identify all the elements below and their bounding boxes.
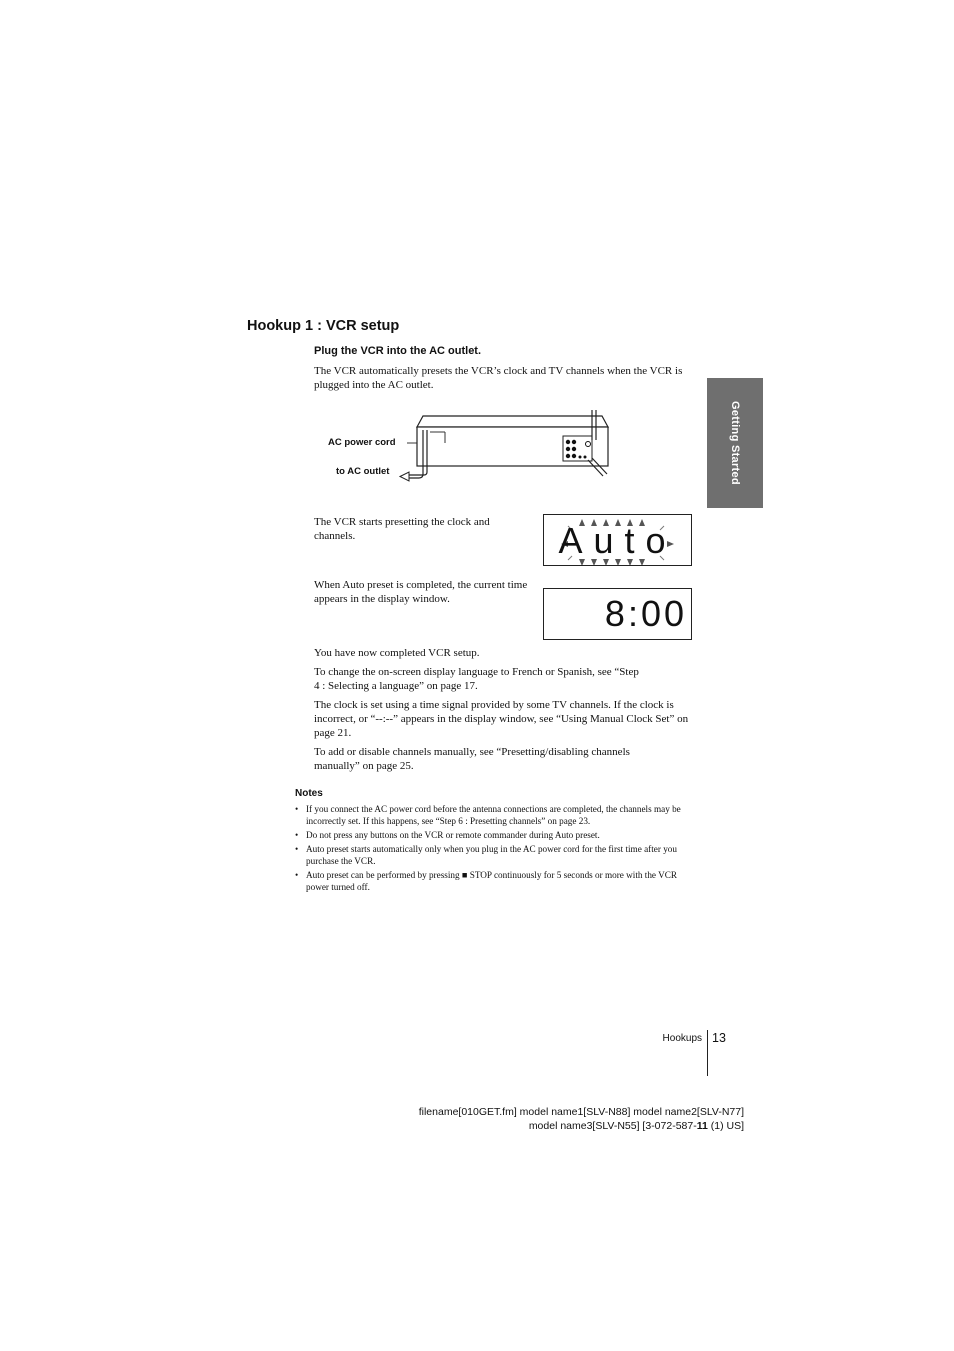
- note-item: • Auto preset can be performed by pressing ■ STOP continuously for 5 seconds or more with the VCR power turned off.: [295, 869, 695, 893]
- auto-caption: The VCR starts presetting the clock and channels.: [314, 516, 490, 542]
- paragraph-clock: The clock is set using a time signal provided by some TV channels. If the clock is incorrect, or “--:--” appears in the display window, see “Using Manual Clock Set” on page 21.: [314, 699, 689, 739]
- file-info-line2: [380, 1119, 744, 1133]
- file-info: [380, 1105, 744, 1133]
- file-info-line1: filename[010GET.fm] model name1[SLV-N88] model name2[SLV-N77]: [418, 1106, 744, 1118]
- label-to-ac-outlet: to AC outlet: [336, 466, 390, 477]
- intro-paragraph: The VCR automatically presets the VCR’s clock and TV channels when the VCR is plugged into the AC outlet.: [314, 365, 683, 391]
- label-ac-power-cord: AC power cord: [328, 437, 396, 448]
- file-info-line2-c: (1) US]: [707, 1120, 744, 1132]
- section-title: Hookup 1 : VCR setup: [247, 318, 400, 334]
- side-tab-label: Getting Started: [729, 401, 741, 485]
- footer-divider: [707, 1030, 708, 1076]
- display-window-time: [543, 588, 692, 640]
- note-item: • If you connect the AC power cord before the antenna connections are completed, the channels may be incorrectly set. If this happens, see “Step 6 : Presetting channels” on page 23.: [295, 803, 695, 827]
- notes-list: [295, 803, 695, 895]
- footer-section-name: Hookups: [662, 1033, 702, 1044]
- step-heading: Plug the VCR into the AC outlet.: [314, 345, 482, 357]
- note-item: • Do not press any buttons on the VCR or remote commander during Auto preset.: [295, 829, 695, 841]
- file-info-line2-a: model name3[SLV-N55] [3-072-587-: [528, 1120, 697, 1132]
- paragraph-channels: To add or disable channels manually, see “Presetting/disabling channels manually” on page 25.: [314, 746, 630, 772]
- display-time-text: 8:00: [604, 593, 687, 634]
- display-auto-text: Auto: [558, 520, 677, 561]
- time-caption: When Auto preset is completed, the current time appears in the display window.: [314, 579, 528, 605]
- side-tab: [707, 378, 763, 508]
- display-window-auto: [543, 514, 692, 566]
- note-item: • Auto preset starts automatically only when you plug in the AC power cord for the first time after you purchase the VCR.: [295, 843, 695, 867]
- paragraph-completed: You have now completed VCR setup.: [314, 647, 480, 659]
- paragraph-language: To change the on-screen display language to French or Spanish, see “Step 4 : Selecting a language” on page 17.: [314, 666, 639, 692]
- file-info-line2-b: 11: [696, 1120, 708, 1132]
- page-number: 13: [712, 1031, 726, 1045]
- notes-heading: Notes: [295, 788, 323, 799]
